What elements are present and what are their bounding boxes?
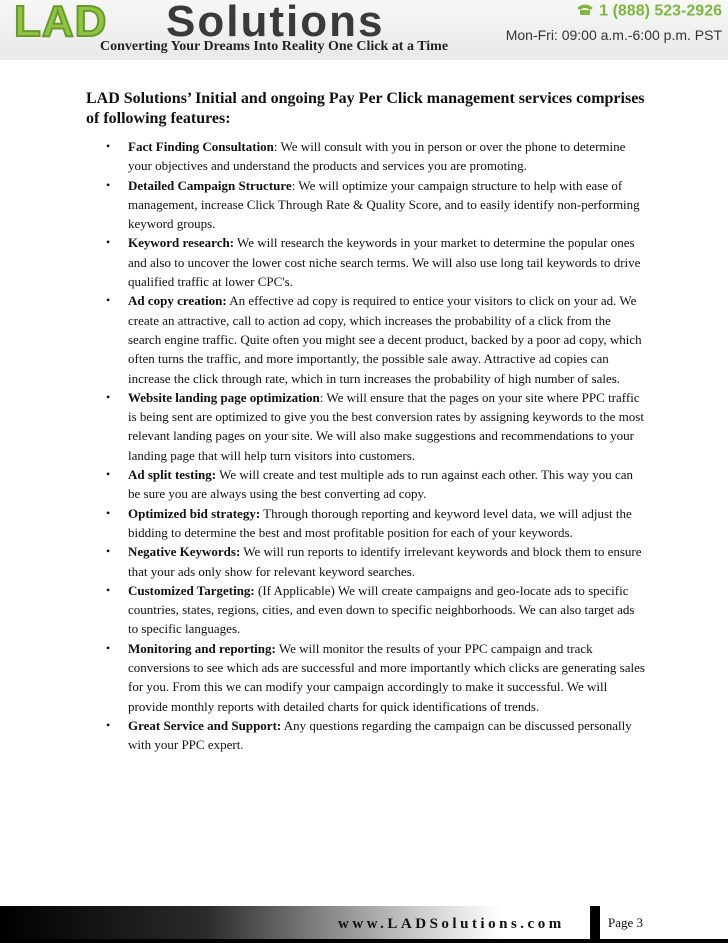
bullet-icon: • [106, 640, 111, 655]
phone-number-row [506, 2, 722, 21]
feature-item [86, 465, 646, 504]
page-number: Page 3 [608, 915, 644, 930]
page-header [0, 0, 728, 60]
feature-title: Ad split testing: [128, 467, 217, 483]
feature-description: We will run reports to identify irrelevant keywords and block them to ensure that your ads only show for relevant keyword searches. [128, 544, 642, 579]
feature-description: We will optimize your campaign structure to help with ease of management, increase Click Through Rate & Quality Score, and to easily identify non-performing keyword groups. [128, 177, 640, 232]
feature-title: Keyword research: [128, 235, 235, 251]
bullet-icon: • [106, 717, 111, 732]
lad-solutions-logo [14, 0, 424, 46]
feature-item [86, 581, 646, 639]
phone-number: 1 (888) 523-2926 [599, 2, 722, 20]
logo-lad-text: LAD [14, 0, 108, 46]
tagline: Converting Your Dreams Into Reality One Click at a Time [100, 39, 449, 54]
feature-title: Ad copy creation: [128, 293, 227, 309]
bullet-icon: • [106, 544, 111, 559]
bullet-icon: • [106, 139, 111, 153]
bullet-icon: • [106, 505, 111, 520]
feature-title: Monitoring and reporting: [128, 640, 276, 656]
main-content [86, 89, 646, 755]
bullet-icon: • [106, 177, 111, 192]
feature-item [86, 388, 646, 465]
bullet-icon: • [106, 293, 111, 308]
feature-title-separator: : [291, 177, 296, 193]
logo-solutions-text: Solutions [166, 0, 385, 46]
page-heading: LAD Solutions’ Initial and ongoing Pay Per Click management services comprises of following features: [86, 90, 645, 127]
feature-title: Customized Targeting: [128, 582, 255, 598]
feature-title: Great Service and Support: [128, 717, 282, 733]
footer-bottom-rule [0, 939, 728, 943]
feature-item [86, 233, 646, 291]
contact-block [506, 2, 722, 43]
feature-description: We will monitor the results of your PPC campaign and track conversions to see which ads are successful and more importantly which clicks are generating sales for you. From this we can modify your campaign accordingly to make it successful. We will provide monthly reports with detailed charts for quick identifications of trends. [128, 640, 645, 714]
feature-description: We will consult with you in person or over the phone to determine your objectives and understand the products and services you are promoting. [128, 139, 626, 174]
feature-title: Detailed Campaign Structure [128, 177, 292, 193]
feature-title: Negative Keywords: [128, 544, 241, 560]
bullet-icon: • [106, 467, 111, 482]
feature-description: We will research the keywords in your market to determine the popular ones and also to uncover the lower cost niche search terms. We will also use long tail keywords to drive qualified traffic at lower CPC's. [128, 235, 641, 290]
phone-icon [575, 2, 595, 21]
feature-description: Any questions regarding the campaign can be discussed personally with your PPC expert. [128, 717, 632, 753]
feature-item [86, 542, 646, 581]
feature-title-separator: : [319, 389, 324, 405]
feature-item [86, 176, 646, 234]
bullet-icon: • [106, 235, 111, 250]
bullet-icon: • [106, 582, 111, 597]
feature-item [86, 504, 646, 543]
feature-list [86, 137, 646, 755]
feature-title-separator: : [273, 139, 278, 154]
feature-description: We will create and test multiple ads to run against each other. This way you can be sure you are always using the best converting ad copy. [128, 467, 634, 502]
feature-description: An effective ad copy is required to entice your visitors to click on your ad. We create an attractive, call to action ad copy, which increases the probability of a click from the search engine traffic. Quite often you might see a decent product, backed by a poor ad copy, which often turns the traffic, and more importantly, the possible sale away. Attractive ad copies can increase the click through rate, which in turn increases the probability of high number of sales. [128, 293, 642, 386]
feature-item [86, 291, 646, 387]
feature-description: (If Applicable) We will create campaigns and geo-locate ads to specific countries, states, regions, cities, and even down to specific neighborhoods. We can also target ads to specific languages. [128, 582, 635, 637]
feature-item [86, 716, 646, 755]
footer-url[interactable]: www.LADSolutions.com [338, 916, 565, 932]
feature-title: Fact Finding Consultation [128, 139, 274, 154]
feature-title: Website landing page optimization [128, 389, 320, 405]
feature-item [86, 137, 646, 176]
feature-item [86, 639, 646, 716]
feature-title: Optimized bid strategy: [128, 505, 261, 521]
feature-description: We will ensure that the pages on your site where PPC traffic is being sent are optimized to give you the best conversion rates by assigning keywords to the most relevant landing pages on your site. We will also make suggestions and recommendations to your landing page that will help turn visitors into customers. [128, 389, 644, 463]
feature-description: Through thorough reporting and keyword level data, we will adjust the bidding to determine the best and most profitable position for each of your keywords. [128, 505, 632, 540]
bullet-icon: • [106, 389, 111, 404]
business-hours: Mon-Fri: 09:00 a.m.-6:00 p.m. PST [505, 27, 722, 43]
